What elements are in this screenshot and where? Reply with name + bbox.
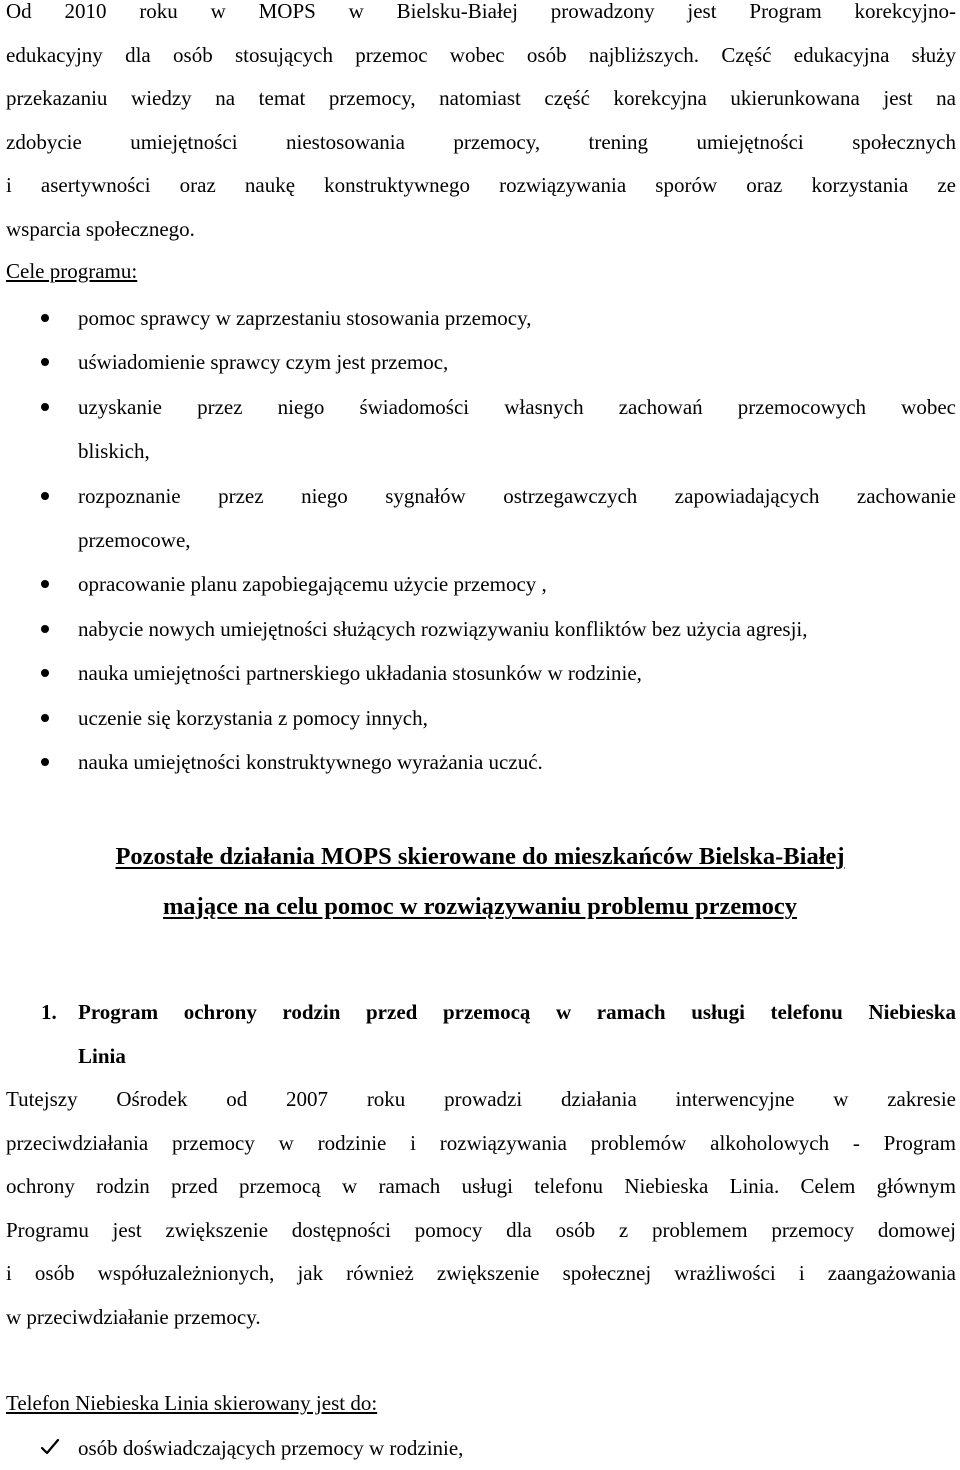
goals-label: Cele programu: bbox=[6, 259, 138, 283]
program-1-body-line: Tutejszy Ośrodek od 2007 roku prowadzi działania interwencyjne w zakresie bbox=[6, 1087, 956, 1111]
program-1-body-line: w przeciwdziałanie przemocy. bbox=[6, 1304, 261, 1329]
program-1-body-line: ochrony rodzin przed przemocą w ramach usługi telefonu Niebieska Linia. Celem głównym bbox=[6, 1174, 956, 1199]
intro-line: Od 2010 roku w MOPS w Bielsku-Białej prowadzony jest Program korekcyjno- bbox=[6, 0, 956, 23]
goals-list bbox=[0, 296, 960, 784]
list-item bbox=[0, 385, 956, 474]
list-item-text: nauka umiejętności partnerskiego układania stosunków w rodzinie, bbox=[78, 661, 642, 686]
bullet-icon bbox=[41, 492, 49, 500]
list-item-text: rozpoznanie przez niego sygnałów ostrzegawczych zapowiadających zachowanie bbox=[78, 483, 956, 508]
program-1-title bbox=[0, 991, 960, 1078]
intro-paragraph bbox=[6, 0, 956, 252]
list-item-text: nabycie nowych umiejętności służących rozwiązywaniu konfliktów bez użycia agresji, bbox=[78, 616, 808, 641]
goals-label-block bbox=[6, 250, 956, 294]
program-1-body-line: i osób współuzależnionych, jak również zwiększenie społecznej wrażliwości i zaangażowania bbox=[6, 1261, 956, 1286]
list-item bbox=[0, 740, 956, 784]
bullet-icon bbox=[41, 758, 49, 766]
hotline-label: Telefon Niebieska Linia skierowany jest do: bbox=[6, 1391, 378, 1415]
bullet-icon bbox=[41, 714, 49, 722]
list-item bbox=[0, 474, 956, 563]
list-item-text: uczenie się korzystania z pomocy innych, bbox=[78, 705, 428, 730]
list-item bbox=[0, 696, 956, 740]
list-item bbox=[0, 562, 956, 606]
section-heading-line1: Pozostałe działania MOPS skierowane do mieszkańców Bielska-Białej bbox=[115, 843, 845, 870]
list-item-text: uzyskanie przez niego świadomości własnych zachowań przemocowych wobec bbox=[78, 394, 956, 419]
list-item bbox=[0, 340, 956, 384]
bullet-icon bbox=[41, 669, 49, 677]
bullet-icon bbox=[41, 625, 49, 633]
list-item-text: przemocowe, bbox=[78, 528, 191, 553]
intro-line: edukacyjny dla osób stosujących przemoc wobec osób najbliższych. Część edukacyjna służy bbox=[6, 42, 956, 67]
list-item-text: opracowanie planu zapobiegającemu użycie przemocy , bbox=[78, 572, 547, 597]
list-item bbox=[0, 607, 956, 651]
bullet-icon bbox=[41, 580, 49, 588]
bullet-icon bbox=[41, 358, 49, 366]
list-item-text: pomoc sprawcy w zaprzestaniu stosowania przemocy, bbox=[78, 306, 532, 330]
intro-line: zdobycie umiejętności niestosowania przemocy, trening umiejętności społecznych bbox=[6, 129, 956, 154]
intro-line: wsparcia społecznego. bbox=[6, 216, 195, 241]
list-item-text: osób doświadczających przemocy w rodzinie, bbox=[78, 1436, 464, 1460]
intro-line: przekazaniu wiedzy na temat przemocy, natomiast część korekcyjna ukierunkowana jest na bbox=[6, 86, 956, 111]
program-1-body-line: Programu jest zwiększenie dostępności pomocy dla osób z problemem przemocy domowej bbox=[6, 1217, 956, 1242]
intro-line: i asertywności oraz naukę konstruktywnego rozwiązywania sporów oraz korzystania ze bbox=[6, 173, 956, 198]
bullet-icon bbox=[41, 314, 49, 322]
checkmark-icon bbox=[40, 1437, 60, 1457]
list-item-text: bliskich, bbox=[78, 439, 150, 464]
program-1-body-line: przeciwdziałania przemocy w rodzinie i rozwiązywania problemów alkoholowych - Program bbox=[6, 1130, 956, 1155]
bullet-icon bbox=[41, 403, 49, 411]
section-heading-line2: mające na celu pomoc w rozwiązywaniu problemu przemocy bbox=[163, 893, 797, 920]
program-1-title-line: Program ochrony rodzin przed przemocą w ramach usługi telefonu Niebieska bbox=[78, 1000, 956, 1024]
list-item bbox=[0, 651, 956, 695]
list-item bbox=[0, 296, 956, 340]
list-item-text: nauka umiejętności konstruktywnego wyrażania uczuć. bbox=[78, 750, 543, 775]
list-item-text: uświadomienie sprawcy czym jest przemoc, bbox=[78, 350, 449, 375]
program-1-number: 1. bbox=[41, 1000, 57, 1024]
program-1-body bbox=[6, 1078, 956, 1340]
hotline-label-block bbox=[6, 1382, 956, 1426]
program-1-title-line: Linia bbox=[78, 1043, 126, 1068]
